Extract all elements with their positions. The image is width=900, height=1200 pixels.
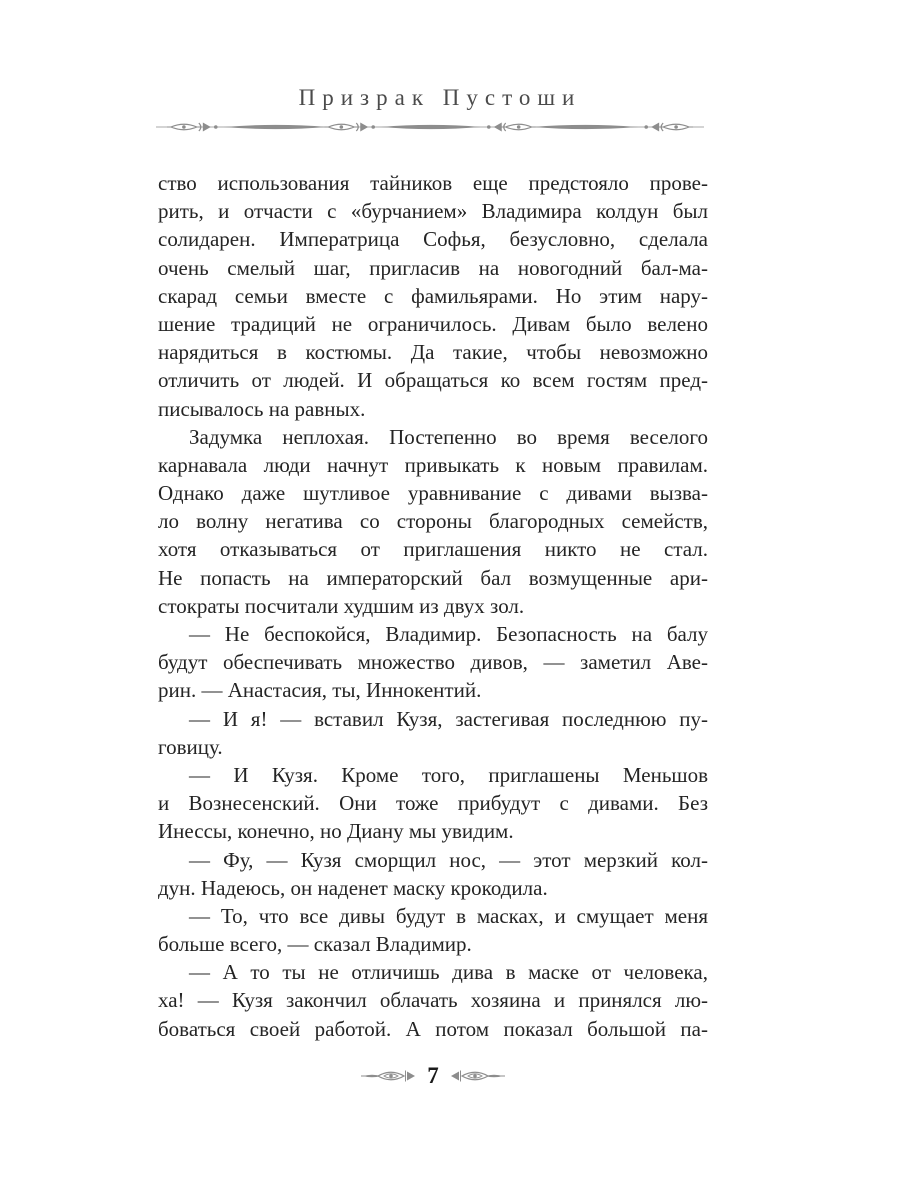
text-line: — То, что все дивы будут в масках, и смущает меня [189, 903, 708, 928]
footer-flourish-right-icon [451, 1067, 505, 1085]
text-line: будут обеспечивать множество дивов, — заметил Аве- [158, 650, 708, 675]
footer-flourish-left-icon [361, 1067, 415, 1085]
text-line: — Фу, — Кузя сморщил нос, — этот мерзкий кол- [189, 847, 708, 872]
text-line: скарад семьи вместе с фамильярами. Но этим нару- [158, 283, 708, 308]
text-line: боваться своей работой. А потом показал большой па- [158, 1016, 708, 1041]
text-line: писывалось на равных. [158, 396, 366, 421]
text-line: очень смелый шаг, пригласив на новогодний бал-ма- [158, 255, 708, 280]
text-line: и Вознесенский. Они тоже прибудут с дивами. Без [158, 791, 708, 816]
text-line: нарядиться в костюмы. Да такие, чтобы невозможно [158, 340, 708, 365]
text-line: солидарен. Императрица Софья, безусловно, сделала [158, 227, 708, 252]
text-line: Не попасть на императорский бал возмущенные ари- [158, 565, 708, 590]
text-line: — И Кузя. Кроме того, приглашены Меньшов [189, 762, 708, 787]
text-line: — Не беспокойся, Владимир. Безопасность на балу [189, 622, 708, 646]
footer-ornament-right [451, 1067, 505, 1085]
footer-ornament-left [361, 1067, 415, 1085]
text-line: рин. — Анастасия, ты, Иннокентий. [158, 678, 482, 703]
text-line: дун. Надеюсь, он наденет маску крокодила. [158, 875, 548, 900]
text-line: стократы посчитали худшим из двух зол. [158, 593, 525, 618]
text-line: больше всего, — сказал Владимир. [158, 932, 472, 957]
text-block [158, 169, 708, 1043]
text-line: ло волну негатива со стороны благородных семейств, [158, 509, 708, 534]
page-footer [158, 1063, 708, 1089]
text-line: шение традиций не ограничилось. Дивам было велено [158, 311, 708, 336]
page-number: 7 [427, 1063, 439, 1088]
text-line: Задумка неплохая. Постепенно во время веселого [189, 424, 708, 449]
text-line: карнавала люди начнут привыкать к новым правилам. [158, 452, 708, 477]
text-line: говицу. [158, 734, 223, 759]
header-ornament [156, 118, 704, 136]
text-line: — А то ты не отличишь дива в маске от человека, [189, 960, 708, 985]
text-line: Инессы, конечно, но Диану мы увидим. [158, 819, 514, 844]
text-line: отличить от людей. И обращаться ко всем гостям пред- [158, 368, 708, 393]
text-line: ха! — Кузя закончил облачать хозяина и принялся лю- [158, 988, 708, 1013]
text-line: Однако даже шутливое уравнивание с дивами вызва- [158, 481, 708, 506]
header-ornament-rule-icon [156, 118, 704, 136]
text-line: рить, и отчасти с «бурчанием» Владимира колдун был [158, 199, 708, 224]
running-header-title: Призрак Пустоши [298, 85, 582, 110]
text-line: — И я! — вставил Кузя, застегивая последнюю пу- [189, 706, 708, 731]
text-line: хотя отказываться от приглашения никто не стал. [158, 537, 708, 562]
text-line: ство использования тайников еще предстояло прове- [158, 171, 708, 195]
